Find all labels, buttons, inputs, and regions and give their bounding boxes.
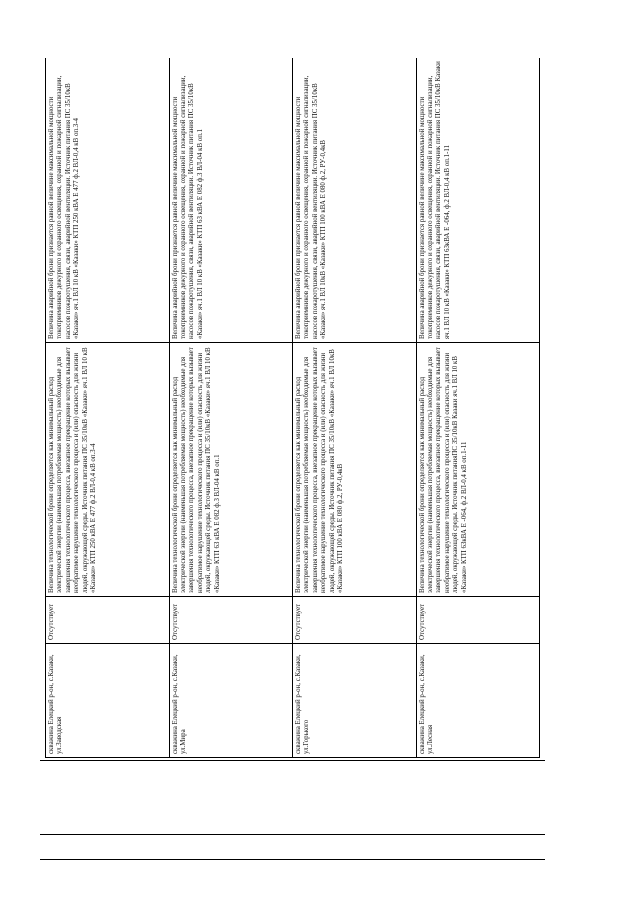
location-cell: скважина Елецкий р-он, с.Казаки, ул.Лесная — [416, 644, 540, 758]
status-cell: Отсутствует — [46, 597, 170, 644]
location-cell: скважина Елецкий р-он, с.Казаки, ул.Заводская — [46, 644, 170, 758]
rotated-table-area — [45, 58, 540, 758]
table-row — [416, 58, 540, 758]
table-row — [169, 58, 293, 758]
status-cell: Отсутствует — [169, 597, 293, 644]
emergency-reserve-cell: Величина аварийной брони признается равной величине максимальной мощности токоприемников дежурного и охранного освещения, охранной и пожарной сигнализации, насосов пожаротушения, связи, аварийной вентиляции. Источник питания ПС 35/10кВ Казаки яч.1 ВЛ 10 кВ «Казаки» КТП 63кВА Е -064, ф.2 ВЛ-0,4 кВ оп.1-11 — [416, 58, 540, 343]
status-cell: Отсутствует — [293, 597, 417, 644]
divider-line — [40, 859, 545, 860]
table-row — [293, 58, 417, 758]
status-cell: Отсутствует — [416, 597, 540, 644]
location-cell: скважина Елецкий р-он, с.Казаки, ул.Мира — [169, 644, 293, 758]
reserve-table — [45, 58, 540, 758]
emergency-reserve-cell: Величина аварийной брони признается равной величине максимальной мощности токоприемников дежурного и охранного освещения, охранной и пожарной сигнализации, насосов пожаротушения, связи, аварийной вентиляции. Источник питания ПС 35/10кВ «Казаки» яч.1 ВЛ 10кВ «Казаки» КТП 100 кВА Е 080 ф.2, РУ-0,4кВ — [293, 58, 417, 343]
tech-reserve-cell: Величина технологической брони определяется как минимальный расход электрической энергии (наименьшая потребляемая мощность) необходимые для завершения технологического процесса, внезапное прекращение которых вызывает необратимое нарушение технологического процесса и (или) опасность для жизни людей, окружающей среды. Источник питания ПС 35/10кВ «Казаки» яч.1 ВЛ 10 кВ «Казаки» КТП 250 кВА Е 477 ф.2 ВЛ-0,4 кВ оп.3-4 — [46, 343, 170, 597]
emergency-reserve-cell: Величина аварийной брони признается равной величине максимальной мощности токоприемников дежурного и охранного освещения, охранной и пожарной сигнализации, насосов пожаротушения, связи, аварийной вентиляции. Источник питания ПС 35/10кВ «Казаки» яч.1 ВЛ 10 кВ «Казаки» КТП 63 кВА Е 082 ф.3 ВЛ-04 кВ оп.1 — [169, 58, 293, 343]
emergency-reserve-cell: Величина аварийной брони признается равной величине максимальной мощности токоприемников дежурного и охранного освещения, охранной и пожарной сигнализации, насосов пожаротушения, связи, аварийной вентиляции. Источник питания ПС 35/10кВ «Казаки» яч.1 ВЛ 10 кВ «Казаки» КТП 250 кВА Е 477 ф.2 ВЛ-0,4 кВ оп.3-4 — [46, 58, 170, 343]
tech-reserve-cell: Величина технологической брони определяется как минимальный расход электрической энергии (наименьшая потребляемая мощность) необходимые для завершения технологического процесса, внезапное прекращение которых вызывает необратимое нарушение технологического процесса и (или) опасность для жизни людей, окружающей среды. Источник питания ПС 35/10кВ «Казаки» яч.1 ВЛ 10кВ «Казаки» КТП 100 кВА Е 080 ф.2, РУ-0,4кВ — [293, 343, 417, 597]
table-row — [46, 58, 170, 758]
tech-reserve-cell: Величина технологической брони определяется как минимальный расход электрической энергии (наименьшая потребляемая мощность) необходимые для завершения технологического процесса, внезапное прекращение которых вызывает необратимое нарушение технологического процесса и (или) опасность для жизни людей, окружающей среды. Источник питанияПС 35/10кВ Казаки яч.1 ВЛ 10 кВ «Казаки» КТП 63кВА Е -064, ф.2 ВЛ-0,4 кВ оп.1-11 — [416, 343, 540, 597]
divider-line — [40, 760, 545, 761]
location-cell: скважина Елецкий р-он, с.Казаки, ул.Горького — [293, 644, 417, 758]
tech-reserve-cell: Величина технологической брони определяется как минимальный расход электрической энергии (наименьшая потребляемая мощность) необходимые для завершения технологического процесса, внезапное прекращение которых вызывает необратимое нарушение технологического процесса и (или) опасность для жизни людей, окружающей среды. Источник питания ПС 35/10кВ «Казаки» яч.1 ВЛ 10 кВ «Казаки» КТП 63 кВА Е 082 ф.3 ВЛ-04 кВ оп.1 — [169, 343, 293, 597]
rotated-table — [45, 58, 540, 758]
divider-line — [40, 834, 545, 835]
